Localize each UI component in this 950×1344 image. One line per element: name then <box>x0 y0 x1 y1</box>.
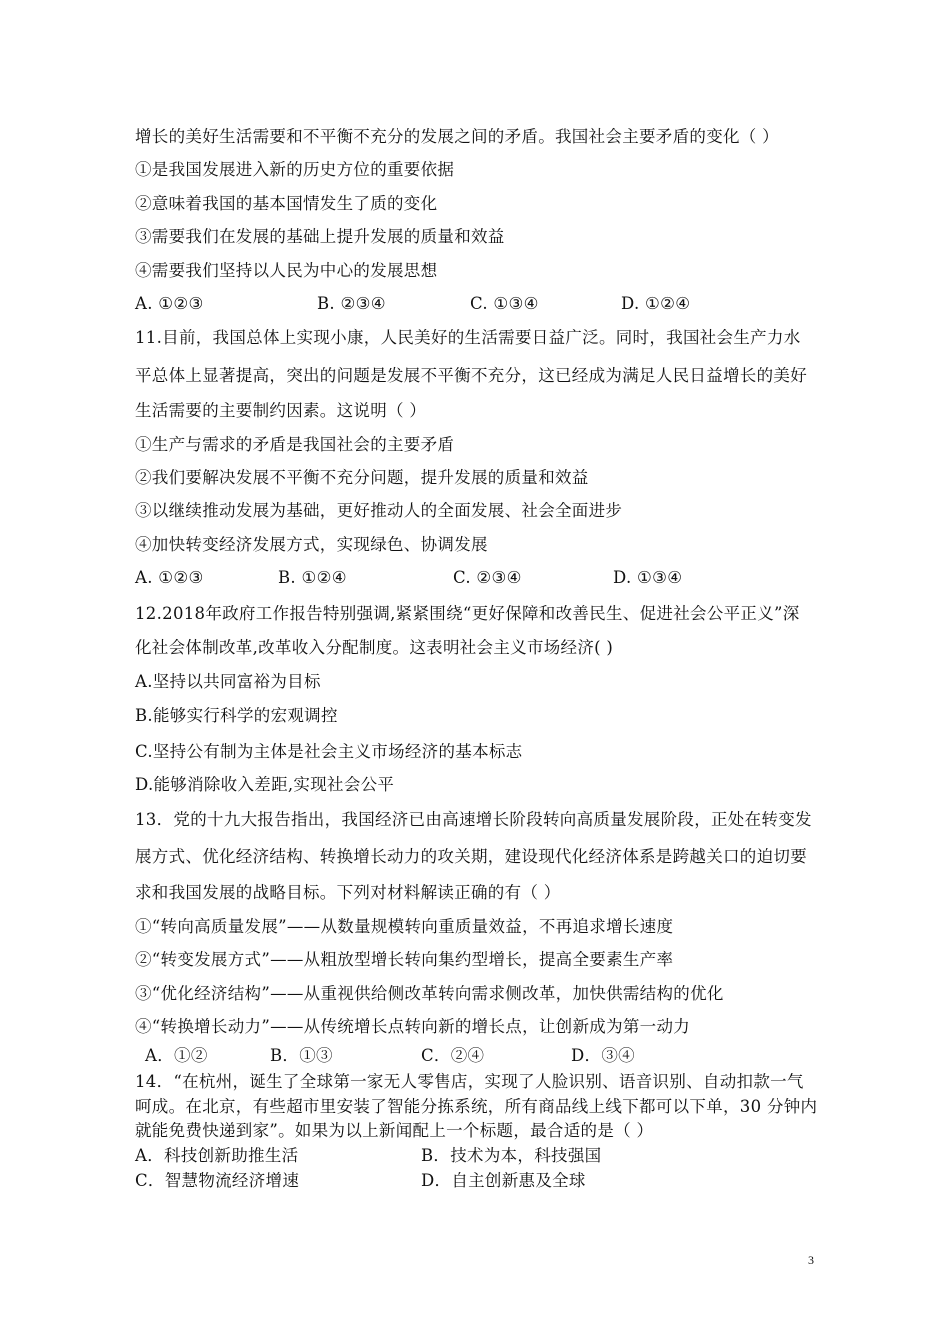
q13-option-c: C．②④ <box>421 1046 485 1065</box>
q14-stem-2: 呵成。在北京，有些超市里安装了智能分拣系统，所有商品线上线下都可以下单，30 分钟内 <box>135 1097 818 1116</box>
q10-item-3: ③需要我们在发展的基础上提升发展的质量和效益 <box>135 227 505 246</box>
q12-stem-1: 12.2018年政府工作报告特别强调,紧紧围绕“更好保障和改善民生、促进社会公平正义”深 <box>135 604 800 623</box>
q14-option-c: C．智慧物流经济增速 <box>135 1171 300 1190</box>
q11-stem-1: 11.目前，我国总体上实现小康，人民美好的生活需要日益广泛。同时，我国社会生产力水 <box>135 328 801 347</box>
q12-option-b: B.能够实行科学的宏观调控 <box>135 706 338 725</box>
q13-item-2: ②“转变发展方式”——从粗放型增长转向集约型增长，提高全要素生产率 <box>135 950 674 969</box>
q11-item-4: ④加快转变经济发展方式，实现绿色、协调发展 <box>135 535 488 554</box>
q13-stem-1: 13．党的十九大报告指出，我国经济已由高速增长阶段转向高质量发展阶段，正处在转变发 <box>135 810 812 829</box>
q13-option-b: B．①③ <box>270 1046 333 1065</box>
q11-stem-2: 平总体上显著提高，突出的问题是发展不平衡不充分，这已经成为满足人民日益增长的美好 <box>135 366 807 385</box>
q10-stem: 增长的美好生活需要和不平衡不充分的发展之间的矛盾。我国社会主要矛盾的变化（ ） <box>135 127 779 146</box>
page-number: 3 <box>808 1253 814 1267</box>
q13-stem-2: 展方式、优化经济结构、转换增长动力的攻关期，建设现代化经济体系是跨越关口的迫切要 <box>135 847 807 866</box>
q14-option-b: B．技术为本，科技强国 <box>421 1146 602 1165</box>
q11-item-2: ②我们要解决发展不平衡不充分问题，提升发展的质量和效益 <box>135 468 589 487</box>
q11-item-3: ③以继续推动发展为基础，更好推动人的全面发展、社会全面进步 <box>135 501 623 520</box>
q11-option-c: C. ②③④ <box>453 568 522 587</box>
q11-option-b: B. ①②④ <box>278 568 347 587</box>
q13-option-d: D．③④ <box>571 1046 635 1065</box>
q14-stem-1: 14．“在杭州，诞生了全球第一家无人零售店，实现了人脸识别、语音识别、自动扣款一气 <box>135 1072 804 1091</box>
q10-option-d: D. ①②④ <box>621 294 691 313</box>
q14-option-d: D．自主创新惠及全球 <box>421 1171 586 1190</box>
q12-option-a: A.坚持以共同富裕为目标 <box>135 672 321 691</box>
q10-item-2: ②意味着我国的基本国情发生了质的变化 <box>135 194 438 213</box>
q13-item-4: ④“转换增长动力”——从传统增长点转向新的增长点，让创新成为第一动力 <box>135 1017 691 1036</box>
q14-stem-3: 就能免费快递到家”。如果为以上新闻配上一个标题，最合适的是（ ） <box>135 1121 654 1140</box>
q10-option-a: A. ①②③ <box>135 294 204 313</box>
q10-item-1: ①是我国发展进入新的历史方位的重要依据 <box>135 160 455 179</box>
q14-option-a: A．科技创新助推生活 <box>135 1146 299 1165</box>
q10-option-c: C. ①③④ <box>470 294 539 313</box>
q12-option-d: D.能够消除收入差距,实现社会公平 <box>135 775 395 794</box>
q11-option-a: A. ①②③ <box>135 568 204 587</box>
q12-stem-2: 化社会体制改革,改革收入分配制度。这表明社会主义市场经济( ) <box>135 638 614 657</box>
q13-stem-3: 求和我国发展的战略目标。下列对材料解读正确的有（ ） <box>135 883 561 902</box>
q11-item-1: ①生产与需求的矛盾是我国社会的主要矛盾 <box>135 435 455 454</box>
q12-option-c: C.坚持公有制为主体是社会主义市场经济的基本标志 <box>135 742 523 761</box>
q10-item-4: ④需要我们坚持以人民为中心的发展思想 <box>135 261 438 280</box>
q11-stem-3: 生活需要的主要制约因素。这说明（ ） <box>135 401 427 420</box>
q13-item-1: ①“转向高质量发展”——从数量规模转向重质量效益，不再追求增长速度 <box>135 917 674 936</box>
q13-option-a: A．①② <box>145 1046 208 1065</box>
q11-option-d: D. ①③④ <box>613 568 683 587</box>
q13-item-3: ③“优化经济结构”——从重视供给侧改革转向需求侧改革，加快供需结构的优化 <box>135 984 724 1003</box>
q10-option-b: B. ②③④ <box>317 294 386 313</box>
